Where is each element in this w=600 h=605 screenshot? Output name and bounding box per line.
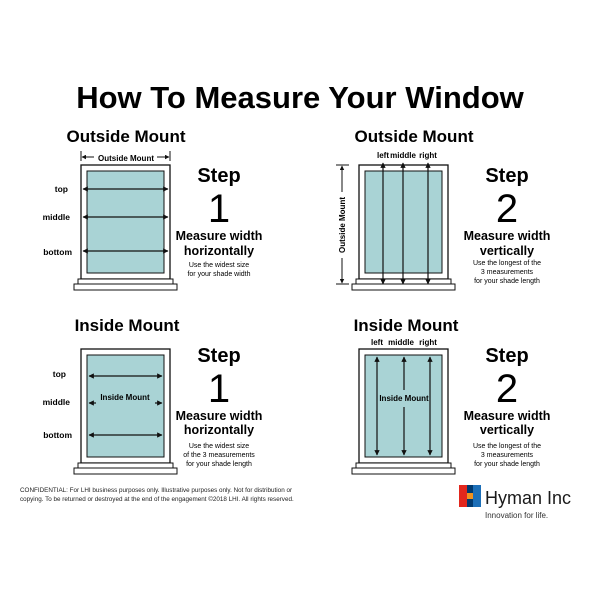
row-label-middle: middle	[42, 212, 70, 222]
col-label-right: right	[419, 338, 437, 347]
window-sill-base	[352, 468, 455, 474]
panel-inside-step1	[43, 316, 263, 474]
window-sill	[78, 463, 173, 468]
confidential-note: CONFIDENTIAL: For LHI business purposes only. Illustrative purposes only. Not for distribution or	[20, 487, 293, 494]
col-label-left: left	[377, 151, 389, 160]
panel-outside-step1	[43, 127, 263, 290]
instruction-line: horizontally	[183, 244, 255, 258]
panel-heading: Outside Mount	[66, 127, 186, 146]
window-sill	[356, 463, 451, 468]
note-line: for your shade length	[474, 461, 540, 468]
footer	[20, 485, 571, 520]
window-glass	[87, 171, 164, 273]
panel-inside-step2	[352, 316, 550, 474]
inner-label: Inside Mount	[379, 394, 429, 403]
window-sill-base	[74, 468, 177, 474]
row-label-top: top	[54, 184, 68, 194]
page-title: How To Measure Your Window	[76, 80, 524, 115]
step-word: Step	[197, 165, 241, 187]
row-label-bottom: bottom	[43, 430, 72, 440]
row-label-bottom: bottom	[43, 247, 72, 257]
col-label-left: left	[371, 338, 383, 347]
hyman-logo-icon	[459, 485, 481, 507]
step-word: Step	[485, 345, 529, 367]
brand-tagline: Innovation for life.	[485, 511, 549, 520]
step-number: 2	[495, 187, 519, 231]
step-number: 1	[207, 367, 231, 411]
window-glass	[87, 355, 164, 457]
step-number: 1	[207, 187, 231, 231]
instruction-line: horizontally	[183, 423, 255, 437]
window-sill	[78, 279, 173, 284]
dim-label: Outside Mount	[98, 154, 154, 163]
note-line: Use the widest size	[188, 262, 250, 269]
side-label: Outside Mount	[338, 197, 347, 253]
col-label-middle: middle	[390, 151, 416, 160]
instruction-line: Measure width	[175, 229, 263, 243]
brand-name: Hyman Inc	[485, 488, 572, 508]
note-line: Use the widest size	[188, 443, 250, 450]
inner-label: Inside Mount	[100, 393, 150, 402]
col-label-middle: middle	[388, 338, 414, 347]
step-word: Step	[197, 345, 241, 367]
note-line: Use the longest of the	[472, 443, 542, 450]
window-sill-base	[74, 284, 177, 290]
row-label-middle: middle	[42, 397, 70, 407]
note-line: 3 measurements	[480, 269, 534, 276]
panel-outside-step2	[336, 127, 550, 290]
col-label-right: right	[419, 151, 437, 160]
instruction-line: Measure width	[175, 409, 263, 423]
note-line: for your shade length	[474, 278, 540, 285]
confidential-note: copying. To be returned or destroyed at the end of the engagement ©2018 LHI. All rights reserved.	[20, 496, 294, 503]
note-line: of the 3 measurements	[183, 452, 255, 459]
instruction-line: vertically	[479, 423, 535, 437]
note-line: Use the longest of the	[472, 260, 542, 267]
window-sill-base	[352, 284, 455, 290]
panel-heading: Inside Mount	[74, 316, 180, 335]
step-number: 2	[495, 367, 519, 411]
panel-heading: Outside Mount	[354, 127, 474, 146]
panel-heading: Inside Mount	[353, 316, 459, 335]
row-label-top: top	[52, 369, 66, 379]
instruction-line: Measure width	[463, 409, 551, 423]
note-line: for your shade length	[186, 461, 252, 468]
instruction-line: vertically	[479, 244, 535, 258]
note-line: for your shade width	[187, 271, 251, 278]
instruction-line: Measure width	[463, 229, 551, 243]
step-word: Step	[485, 165, 529, 187]
note-line: 3 measurements	[480, 452, 534, 459]
